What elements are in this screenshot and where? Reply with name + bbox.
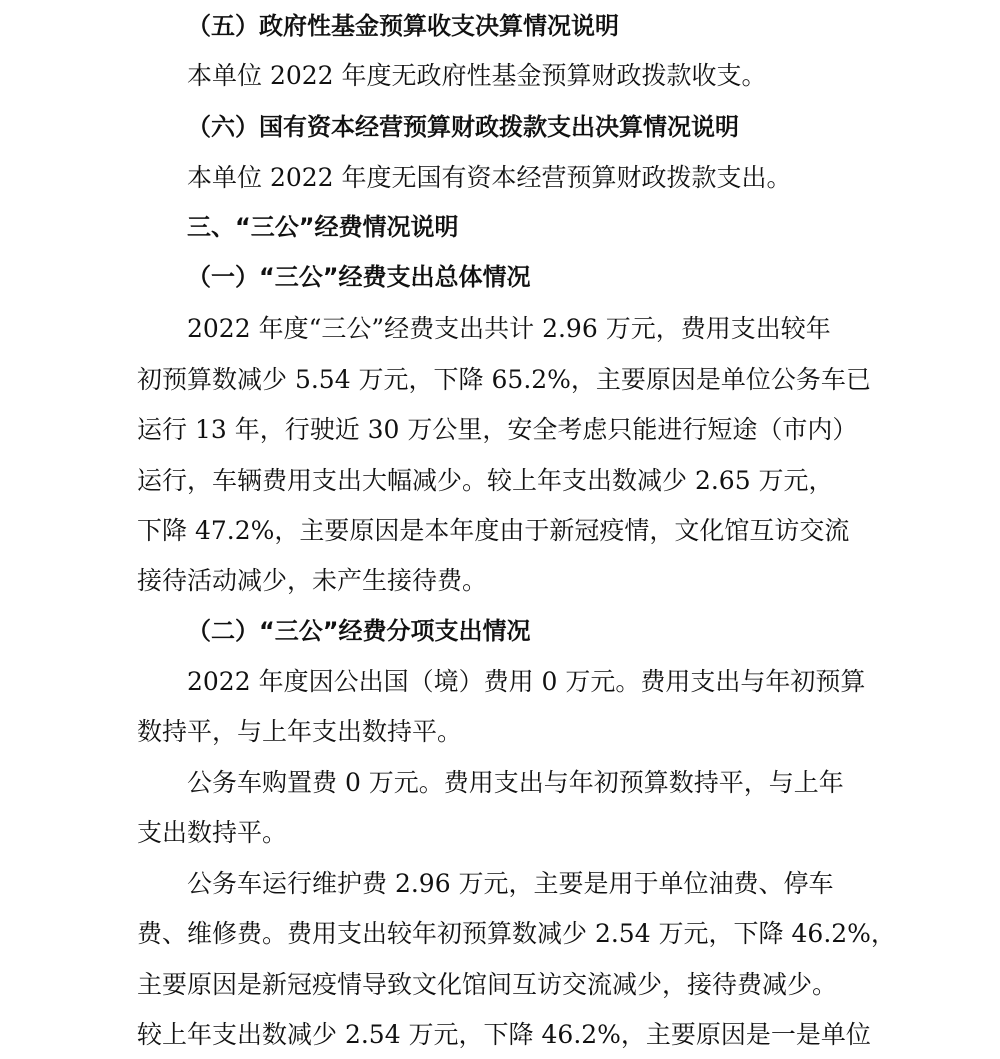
paragraph-line: 公务车运行维护费 2.96 万元，主要是用于单位油费、停车 bbox=[187, 869, 834, 898]
heading-three-public: 三、“三公”经费情况说明 bbox=[187, 213, 459, 241]
heading-government-fund: （五）政府性基金预算收支决算情况说明 bbox=[187, 12, 619, 40]
paragraph-line: 公务车购置费 0 万元。费用支出与年初预算数持平，与上年 bbox=[187, 768, 844, 797]
paragraph-government-fund: 本单位 2022 年度无政府性基金预算财政拨款收支。 bbox=[187, 61, 767, 90]
paragraph-state-capital: 本单位 2022 年度无国有资本经营预算财政拨款支出。 bbox=[187, 163, 792, 192]
paragraph-line: 支出数持平。 bbox=[137, 818, 288, 847]
paragraph-line: 2022 年度因公出国（境）费用 0 万元。费用支出与年初预算 bbox=[187, 667, 866, 696]
paragraph-line: 主要原因是新冠疫情导致文化馆间互访交流减少，接待费减少。 bbox=[137, 970, 838, 999]
paragraph-line: 下降 47.2%，主要原因是本年度由于新冠疫情，文化馆互访交流 bbox=[137, 516, 850, 545]
paragraph-line: 运行 13 年，行驶近 30 万公里，安全考虑只能进行短途（市内） bbox=[137, 415, 858, 444]
paragraph-line: 接待活动减少，未产生接待费。 bbox=[137, 566, 488, 595]
heading-state-capital: （六）国有资本经营预算财政拨款支出决算情况说明 bbox=[187, 113, 739, 141]
paragraph-line: 费、维修费。费用支出较年初预算数减少 2.54 万元，下降 46.2%， bbox=[137, 919, 896, 948]
paragraph-line: 较上年支出数减少 2.54 万元，下降 46.2%，主要原因是一是单位 bbox=[137, 1020, 871, 1049]
paragraph-line: 数持平，与上年支出数持平。 bbox=[137, 717, 463, 746]
paragraph-line: 2022 年度“三公”经费支出共计 2.96 万元，费用支出较年 bbox=[187, 314, 831, 343]
heading-itemized: （二）“三公”经费分项支出情况 bbox=[187, 617, 531, 645]
heading-overall: （一）“三公”经费支出总体情况 bbox=[187, 263, 531, 291]
paragraph-line: 运行，车辆费用支出大幅减少。较上年支出数减少 2.65 万元， bbox=[137, 466, 834, 495]
paragraph-line: 初预算数减少 5.54 万元，下降 65.2%，主要原因是单位公务车已 bbox=[137, 365, 871, 394]
